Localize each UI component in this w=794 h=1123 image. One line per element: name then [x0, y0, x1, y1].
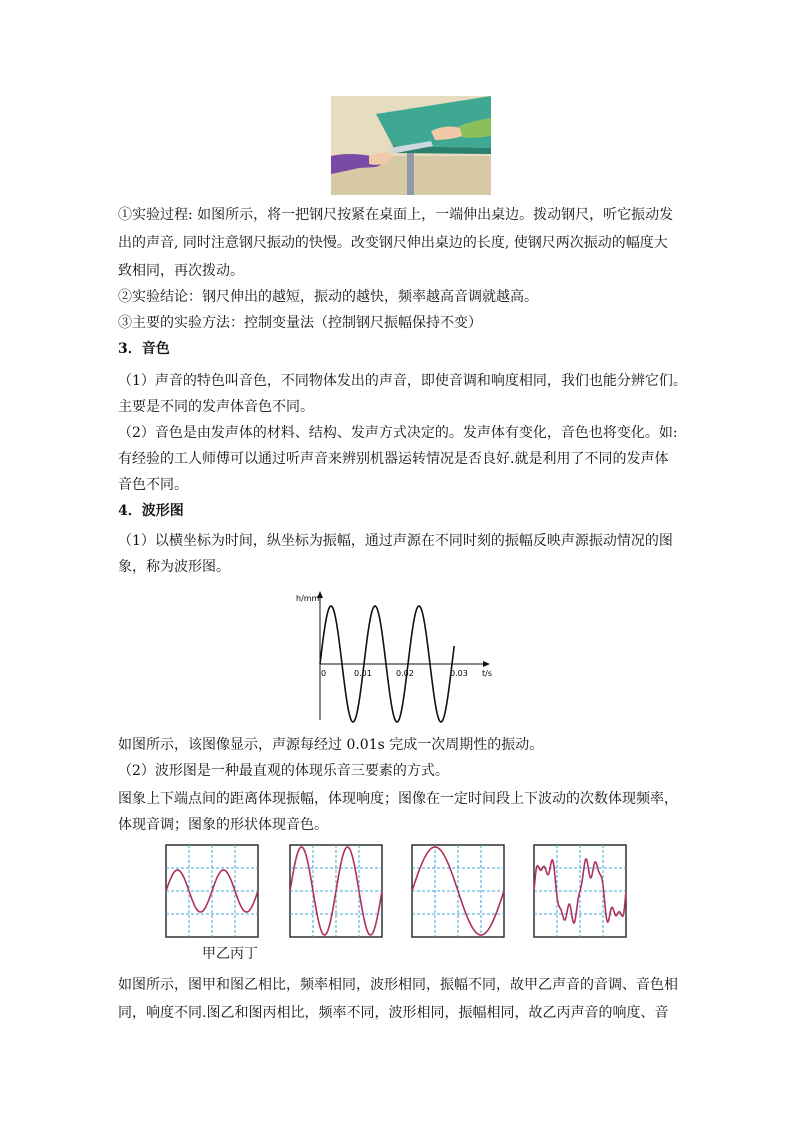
- x-tick-label: 0.02: [396, 669, 414, 678]
- x-tick-label: 0.01: [354, 669, 372, 678]
- timbre-p1-line-2: 主要是不同的发声体音色不同。: [118, 399, 314, 415]
- timbre-p2-line-3: 音色不同。: [118, 477, 188, 493]
- final-line-2: 同，响度不同.图乙和图丙相比，频率不同，波形相同，振幅相同，故乙丙声音的响度、音: [118, 1005, 669, 1021]
- panel-labels: 甲乙丙丁: [202, 946, 258, 962]
- final-line-1: 如图所示，图甲和图乙相比，频率相同，波形相同，振幅不同，故甲乙声音的音调、音色相: [118, 977, 678, 993]
- x-tick-label: 0.03: [450, 669, 468, 678]
- section-4-heading: 4．波形图: [118, 503, 184, 519]
- waveform-p3-line-1: 图象上下端点间的距离体现振幅，体现响度；图像在一定时间段上下波动的次数体现频率，: [118, 791, 678, 807]
- panel-yi: [290, 845, 382, 937]
- x-tick-label: 0: [321, 669, 327, 678]
- y-axis-label: h/mm: [296, 594, 320, 603]
- panel-jia: [166, 845, 258, 937]
- panel-waveform: [534, 859, 626, 923]
- panel-bing: [412, 845, 504, 937]
- x-axis-label: t/s: [482, 669, 492, 678]
- waveform-p3-line-2: 体现音调；图象的形状体现音色。: [118, 817, 328, 833]
- waveform-p1-line-1: （1）以横坐标为时间，纵坐标为振幅，通过声源在不同时刻的振幅反映声源振动情况的图: [118, 533, 673, 549]
- ruler-experiment-illustration: [331, 96, 491, 195]
- waveform-p2: （2）波形图是一种最直观的体现乐音三要素的方式。: [118, 763, 449, 779]
- timbre-p2-line-1: （2）音色是由发声体的材料、结构、发声方式决定的。发声体有变化，音色也将变化。如:: [118, 425, 678, 441]
- timbre-p1-line-1: （1）声音的特色叫音色，不同物体发出的声音，即使音调和响度相同，我们也能分辨它们。: [118, 373, 687, 389]
- panel-ding: [534, 845, 626, 937]
- waveform-comparison-panels: [165, 844, 635, 944]
- method-text: ③主要的实验方法：控制变量法（控制钢尺振幅保持不变）: [118, 315, 482, 331]
- procedure-line-1: ①实验过程: 如图所示，将一把钢尺按紧在桌面上，一端伸出桌边。拨动钢尺，听它振动发: [118, 207, 674, 223]
- timbre-p2-line-2: 有经验的工人师傅可以通过听声音来辨别机器运转情况是否良好.就是利用了不同的发声体: [118, 451, 669, 467]
- procedure-line-2: 出的声音, 同时注意钢尺振动的快慢。改变钢尺伸出桌边的长度, 使钢尺两次振动的幅度大: [118, 235, 668, 251]
- conclusion-text: ②实验结论：钢尺伸出的越短，振动的越快，频率越高音调就越高。: [118, 289, 538, 305]
- procedure-line-3: 致相同，再次拨动。: [118, 263, 244, 279]
- section-3-heading: 3．音色: [118, 341, 170, 357]
- x-axis-arrow: [483, 661, 490, 667]
- waveform-p1-line-2: 象，称为波形图。: [118, 559, 230, 575]
- waveform-chart: [290, 588, 510, 723]
- after-graph-text: 如图所示，该图像显示，声源每经过 0.01s 完成一次周期性的振动。: [118, 737, 544, 753]
